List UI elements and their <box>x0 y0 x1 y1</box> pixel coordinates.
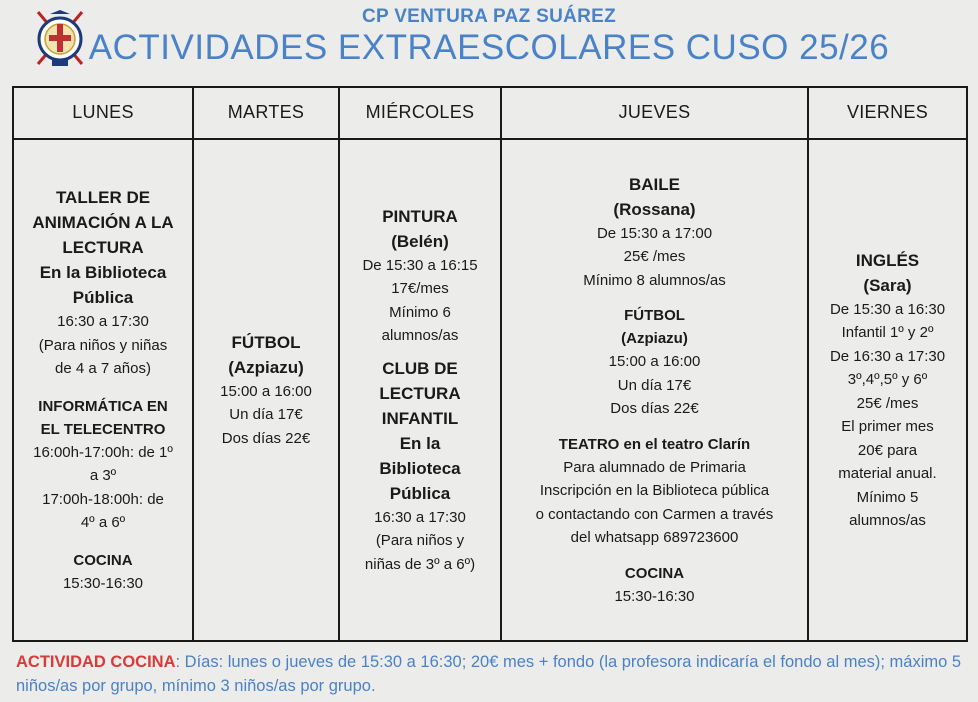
activity-time: De 16:30 a 17:30 <box>829 347 946 365</box>
activity-baile <box>506 172 803 293</box>
col-header-miercoles: MIÉRCOLES <box>339 87 501 139</box>
activity-place: Pública <box>389 483 451 503</box>
activity-title: CLUB DE <box>382 358 458 378</box>
activities-row <box>13 139 967 641</box>
activity-futbol <box>506 304 803 421</box>
activity-title: BAILE <box>629 174 680 194</box>
activity-time: De 15:30 a 17:00 <box>596 224 713 242</box>
activity-info: Inscripción en la Biblioteca pública <box>539 482 770 500</box>
activity-time: 15:30-16:30 <box>62 574 144 592</box>
activity-teacher: (Rossana) <box>613 199 696 219</box>
header-row <box>13 87 967 139</box>
activity-price: Un día 17€ <box>229 406 303 424</box>
activity-time: 16:00h-17:00h: de 1º <box>33 443 173 461</box>
activity-info: 3º,4º,5º y 6º <box>847 371 928 388</box>
activity-title: FÚTBOL <box>231 332 301 352</box>
activity-title: TEATRO en el teatro Clarín <box>558 435 751 453</box>
activity-teacher: (Azpiazu) <box>228 357 304 377</box>
activity-note: (Para niños y niñas <box>38 336 168 354</box>
activity-time: De 15:30 a 16:15 <box>362 256 478 274</box>
footer-label: ACTIVIDAD COCINA <box>16 653 176 671</box>
activity-place: Pública <box>72 288 134 307</box>
col-header-jueves: JUEVES <box>501 87 808 139</box>
activity-title: LECTURA <box>379 383 461 403</box>
activity-info: 20€ para <box>857 441 918 459</box>
activity-info: El primer mes <box>841 418 934 435</box>
cell-viernes <box>808 139 967 641</box>
activity-time: 15:00 a 16:00 <box>608 353 701 371</box>
activity-teacher: (Belén) <box>391 231 449 251</box>
activity-time: 4º a 6º <box>80 514 126 531</box>
cell-jueves <box>501 139 808 641</box>
activity-min: Mínimo 5 <box>856 488 919 506</box>
activity-title: COCINA <box>624 564 685 582</box>
activity-time: 15:30-16:30 <box>614 587 695 605</box>
activity-note: (Para niños y <box>375 532 465 550</box>
activity-teacher: (Sara) <box>863 275 912 295</box>
activity-time: De 15:30 a 16:30 <box>829 300 946 318</box>
activity-info: Infantil 1º y 2º <box>841 324 934 341</box>
activity-title: INFORMÁTICA EN <box>38 397 168 415</box>
school-name: CP VENTURA PAZ SUÁREZ <box>361 6 617 27</box>
activity-title: TALLER DE <box>55 188 151 207</box>
activity-price: Dos días 22€ <box>610 400 699 418</box>
activity-price: 25€ /mes <box>856 394 919 412</box>
page-title: ACTIVIDADES EXTRAESCOLARES CUSO 25/26 <box>88 28 890 67</box>
activity-min: alumnos/as <box>849 512 926 529</box>
activity-cocina <box>506 562 803 609</box>
activity-title: INFANTIL <box>381 408 459 428</box>
activity-info: material anual. <box>838 465 937 482</box>
activity-time: 16:30 a 17:30 <box>374 508 466 526</box>
activity-price: 25€ /mes <box>623 248 686 266</box>
activity-min: Mínimo 8 alumnos/as <box>583 271 726 289</box>
activity-info: o contactando con Carmen a través <box>535 505 774 523</box>
activity-price: Un día 17€ <box>617 376 692 394</box>
schedule-table <box>12 86 968 642</box>
cell-martes <box>193 139 339 641</box>
activity-informatica <box>18 395 188 535</box>
col-header-martes: MARTES <box>193 87 339 139</box>
activity-time: a 3º <box>89 467 117 484</box>
activity-price: Dos días 22€ <box>221 429 311 447</box>
activity-title: INGLÉS <box>855 250 920 270</box>
activity-title: LECTURA <box>62 238 144 257</box>
activity-min: alumnos/as <box>381 327 459 345</box>
activity-place: En la <box>399 433 441 453</box>
activity-min: Mínimo 6 <box>389 303 451 321</box>
activity-club-lectura <box>344 356 496 577</box>
activity-price: 17€/mes <box>391 280 449 298</box>
activity-cocina <box>18 549 188 596</box>
activity-title: PINTURA <box>382 206 458 226</box>
activity-time: 15:00 a 16:00 <box>220 382 312 400</box>
activity-note: niñas de 3º a 6º) <box>364 555 476 573</box>
activity-time: 16:30 a 17:30 <box>57 313 149 330</box>
activity-title: COCINA <box>73 551 133 569</box>
footer-text: : Días: lunes o jueves de 15:30 a 16:30; 20€ mes + fondo (la profesora indicaría el fondo al mes); máximo 5 niños/as por grupo, mínimo 3 niños/as por grupo. <box>16 653 962 695</box>
activity-teacher: (Azpiazu) <box>621 330 688 348</box>
activity-place: Biblioteca <box>379 458 461 478</box>
activity-time: 17:00h-18:00h: de <box>42 490 164 508</box>
activity-info: Para alumnado de Primaria <box>563 458 746 476</box>
footer-note <box>16 650 966 698</box>
col-header-lunes: LUNES <box>13 87 193 139</box>
activity-pintura <box>344 204 496 348</box>
cell-lunes <box>13 139 193 641</box>
activity-title: ANIMACIÓN A LA <box>32 213 174 232</box>
activity-title: FÚTBOL <box>624 307 685 325</box>
activity-taller <box>18 185 188 381</box>
cell-miercoles <box>339 139 501 641</box>
activity-place: En la Biblioteca <box>39 263 167 282</box>
activity-teatro <box>506 433 803 550</box>
col-header-viernes: VIERNES <box>808 87 967 139</box>
activity-note: de 4 a 7 años) <box>55 360 151 377</box>
activity-info: del whatsapp 689723600 <box>570 529 739 547</box>
activity-title: EL TELECENTRO <box>40 420 166 438</box>
